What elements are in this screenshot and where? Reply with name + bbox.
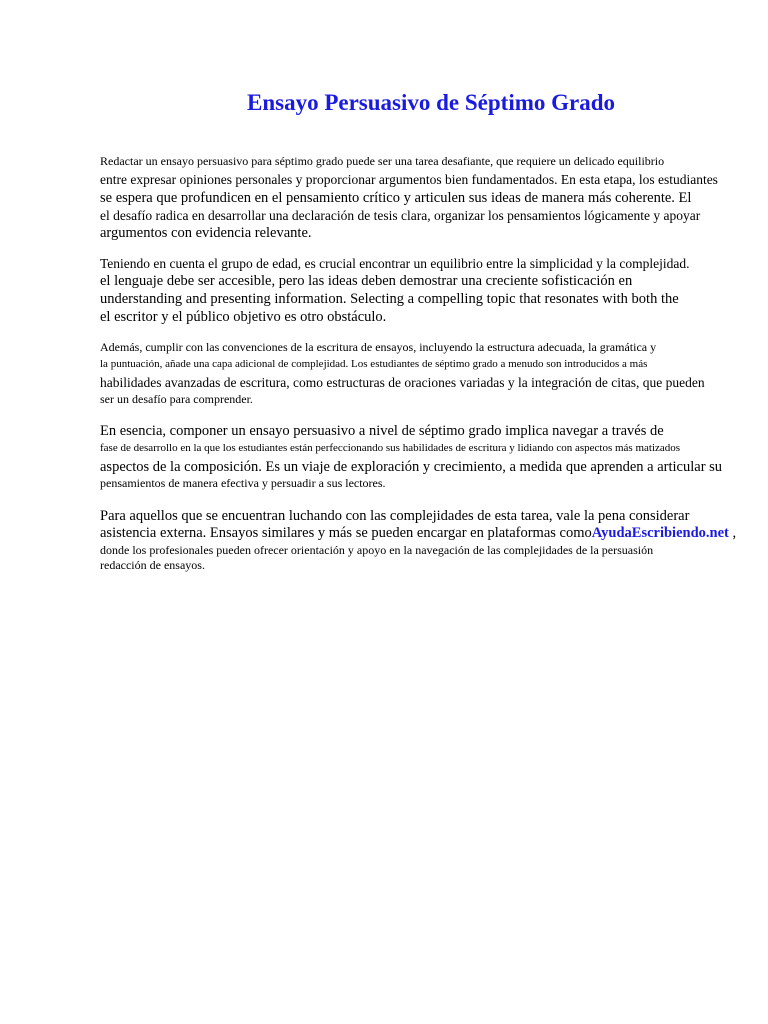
paragraph-5-line-2: [100, 525, 736, 542]
paragraph-2-line-4: el escritor y el público objetivo es otro obstáculo.: [100, 309, 387, 325]
paragraph-5-line-2-text: asistencia externa. Ensayos similares y más se pueden encargar en plataformas como: [100, 525, 592, 541]
paragraph-3-line-1: Además, cumplir con las convenciones de la escritura de ensayos, incluyendo la estructura adecuada, la gramática y: [100, 340, 657, 354]
paragraph-1-line-3: se espera que profundicen en el pensamiento crítico y articulen sus ideas de manera más coherente. El: [100, 190, 692, 206]
paragraph-5-line-1: Para aquellos que se encuentran luchando con las complejidades de esta tarea, vale la pena considerar: [100, 508, 690, 524]
paragraph-3-line-2: la puntuación, añade una capa adicional de complejidad. Los estudiantes de séptimo grado a menudo son introducidos a más: [100, 358, 648, 370]
paragraph-3-line-4: ser un desafío para comprender.: [100, 392, 253, 406]
paragraph-1-line-2: entre expresar opiniones personales y proporcionar argumentos bien fundamentados. En esta etapa, los estudiantes: [100, 172, 718, 187]
paragraph-4-line-4: pensamientos de manera efectiva y persuadir a sus lectores.: [100, 476, 386, 490]
paragraph-3-line-3: habilidades avanzadas de escritura, como estructuras de oraciones variadas y la integración de citas, que pueden: [100, 375, 705, 390]
paragraph-2-line-3: understanding and presenting information. Selecting a compelling topic that resonates with both the: [100, 291, 679, 307]
paragraph-5-line-4: redacción de ensayos.: [100, 558, 205, 572]
document-title: Ensayo Persuasivo de Séptimo Grado: [246, 90, 616, 115]
ayudaescribiendo-link[interactable]: AyudaEscribiendo.net: [591, 525, 729, 541]
paragraph-5-line-3: donde los profesionales pueden ofrecer orientación y apoyo en la navegación de las complejidades de la persuasión: [100, 543, 654, 557]
paragraph-5-line-2-after-link: ,: [728, 525, 737, 541]
paragraph-2-line-1: Teniendo en cuenta el grupo de edad, es crucial encontrar un equilibrio entre la simplicidad y la complejidad.: [100, 256, 690, 271]
paragraph-4-line-1: En esencia, componer un ensayo persuasivo a nivel de séptimo grado implica navegar a través de: [100, 423, 664, 439]
paragraph-1-line-1: Redactar un ensayo persuasivo para séptimo grado puede ser una tarea desafiante, que requiere un delicado equilibrio: [100, 154, 665, 168]
paragraph-4-line-2: fase de desarrollo en la que los estudiantes están perfeccionando sus habilidades de escritura y lidiando con aspectos más matizados: [100, 442, 681, 454]
paragraph-1-line-5: argumentos con evidencia relevante.: [100, 225, 312, 241]
paragraph-2-line-2: el lenguaje debe ser accesible, pero las ideas deben demostrar una creciente sofisticación en: [100, 273, 633, 289]
paragraph-4-line-3: aspectos de la composición. Es un viaje de exploración y crecimiento, a medida que aprenden a articular su: [100, 459, 723, 475]
paragraph-1-line-4: el desafío radica en desarrollar una declaración de tesis clara, organizar los pensamientos lógicamente y apoyar: [100, 208, 701, 223]
